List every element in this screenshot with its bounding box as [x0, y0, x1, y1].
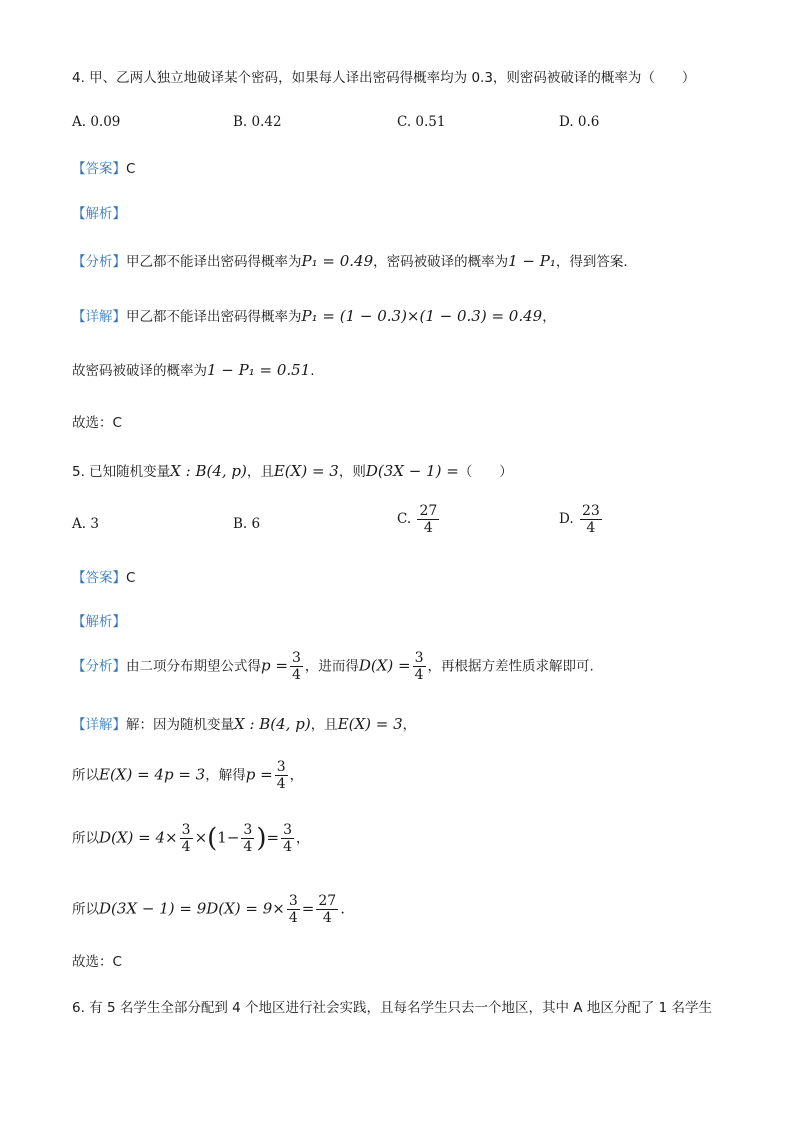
numerator: 23 [581, 503, 600, 519]
text: 甲乙都不能译出密码得概率为 [126, 309, 302, 325]
q4-answer-line [72, 157, 135, 177]
text: ， [296, 830, 310, 847]
text: ，且 [246, 464, 274, 480]
q4-option-a: A. 0.09 [72, 114, 121, 130]
denominator: 4 [414, 667, 424, 683]
fraction [275, 759, 288, 792]
text: ， [289, 767, 304, 784]
math: X : B(4, p) [234, 715, 311, 733]
option-label: C. [397, 511, 412, 527]
q5-step2 [72, 822, 310, 855]
text: ， [542, 309, 556, 325]
math: = [301, 899, 315, 918]
denominator: 4 [288, 910, 298, 926]
text: 故密码被破译的概率为 [72, 363, 207, 379]
numerator: 3 [276, 759, 286, 775]
math: 1 − P₁ = 0.51 [207, 361, 311, 379]
fenxi-tag: 【分析】 [72, 254, 126, 270]
denominator: 4 [283, 839, 292, 855]
text: 所以 [72, 901, 99, 918]
denominator: 4 [291, 667, 301, 683]
q5-stem [72, 460, 513, 480]
math: D(X) = [358, 656, 411, 675]
text: ，得到答案. [555, 254, 628, 270]
text: 解：因为随机变量 [126, 717, 234, 733]
numerator: 27 [419, 503, 438, 519]
q5-step1 [72, 759, 303, 792]
q5-analysis-tag: 【解析】 [72, 614, 126, 630]
q4-stem: 4. 甲、乙两人独立地破译某个密码，如果每人译出密码得概率均为 0.3，则密码被破译的概率为（ ） [72, 70, 696, 86]
text: ，解得 [205, 767, 246, 784]
math: E(X) = 4p = 3 [99, 765, 206, 784]
text: ，再根据方差性质求解即可. [427, 658, 594, 675]
right-paren: ) [256, 823, 267, 854]
q5-choose: 故选：C [72, 954, 122, 970]
denominator: 4 [423, 520, 433, 536]
text: ， [402, 717, 417, 733]
q4-option-b: B. 0.42 [233, 114, 282, 130]
text: （ ） [458, 464, 513, 480]
numerator: 27 [318, 893, 337, 909]
answer-value: C [126, 161, 136, 177]
q4-option-c: C. 0.51 [397, 114, 446, 130]
math: X : B(4, p) [170, 462, 247, 480]
q4-analysis-tag: 【解析】 [72, 206, 126, 222]
fenxi-tag: 【分析】 [72, 658, 126, 675]
math: = [266, 828, 280, 847]
math: P₁ = 0.49 [301, 252, 374, 270]
math: p = [245, 765, 273, 784]
q5-xiangjie-line [72, 713, 416, 733]
text: 甲乙都不能译出密码得概率为 [126, 254, 302, 270]
option-label: D. [559, 511, 574, 527]
math: 1− [217, 828, 240, 847]
answer-value: C [126, 570, 136, 586]
q4-fenxi-line [72, 250, 628, 270]
numerator: 3 [414, 650, 424, 666]
q6-stem: 6. 有 5 名学生全部分配到 4 个地区进行社会实践，且每名学生只去一个地区，其中 A 地区分配了 1 名学生 [72, 1000, 713, 1016]
text: ，进而得 [304, 658, 359, 675]
text: 所以 [72, 830, 99, 847]
text: . [310, 363, 315, 379]
xiangjie-tag: 【详解】 [72, 717, 126, 733]
fraction [180, 822, 193, 855]
math: × [194, 828, 208, 847]
q5-fenxi-line [72, 650, 594, 683]
fraction [290, 650, 303, 683]
q4-choose: 故选：C [72, 415, 122, 431]
answer-tag: 【答案】 [72, 161, 126, 177]
fraction [413, 650, 426, 683]
fraction [580, 503, 602, 536]
q4-xiangjie-line [72, 305, 556, 325]
math: P₁ = (1 − 0.3)×(1 − 0.3) = 0.49 [301, 307, 543, 325]
math: E(X) = 3 [273, 462, 339, 480]
denominator: 4 [586, 520, 596, 536]
answer-tag: 【答案】 [72, 570, 126, 586]
q5-step3 [72, 893, 345, 926]
text: ，密码被破译的概率为 [373, 254, 509, 270]
math: 1 − P₁ [508, 252, 556, 270]
fraction [287, 893, 300, 926]
text: 5. 已知随机变量 [72, 464, 171, 480]
denominator: 4 [322, 910, 332, 926]
fraction [241, 822, 254, 855]
q5-answer-line [72, 566, 135, 586]
numerator: 3 [288, 893, 298, 909]
fraction [281, 822, 294, 855]
text: ，且 [310, 717, 338, 733]
numerator: 3 [243, 822, 253, 838]
math: . [340, 899, 345, 918]
text: ，则 [338, 464, 366, 480]
denominator: 4 [276, 776, 286, 792]
math: D(X) = 4× [99, 828, 178, 847]
q4-option-d: D. 0.6 [559, 114, 600, 130]
q5-option-a: A. 3 [72, 516, 99, 532]
numerator: 3 [283, 822, 292, 838]
q5-option-b: B. 6 [233, 516, 261, 532]
fraction [417, 503, 439, 536]
math: D(3X − 1) = 9D(X) = 9× [99, 899, 285, 918]
math: D(3X − 1) = [365, 462, 459, 480]
denominator: 4 [243, 839, 253, 855]
math: p = [261, 656, 288, 675]
fraction [316, 893, 338, 926]
text: 由二项分布期望公式得 [126, 658, 261, 675]
math: E(X) = 3 [337, 715, 403, 733]
left-paren: ( [207, 823, 218, 854]
q5-option-c [397, 503, 441, 536]
numerator: 3 [181, 822, 191, 838]
xiangjie-tag: 【详解】 [72, 309, 126, 325]
text: 所以 [72, 767, 99, 784]
q5-option-d [559, 503, 604, 536]
denominator: 4 [181, 839, 191, 855]
q4-result-line [72, 359, 315, 379]
numerator: 3 [291, 650, 301, 666]
